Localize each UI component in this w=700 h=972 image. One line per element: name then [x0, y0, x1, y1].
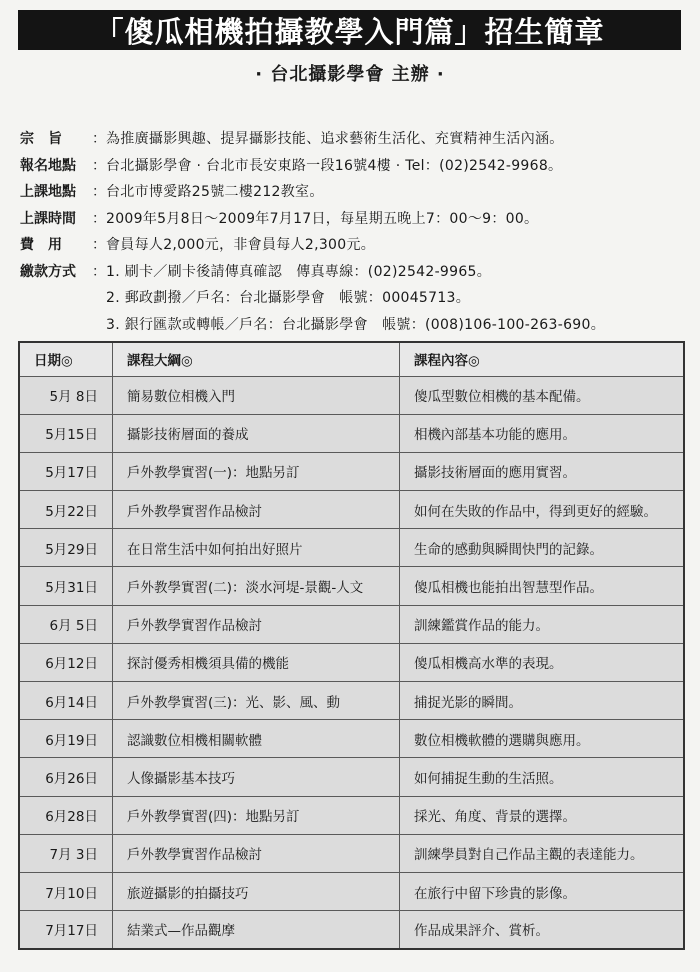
row-date: 5月 8日	[19, 376, 113, 414]
colon: ：	[92, 184, 106, 201]
info-row-fee	[20, 231, 690, 258]
info-row-payment-2	[20, 284, 690, 311]
row-content: 相機內部基本功能的應用。	[400, 414, 685, 452]
signup-label: 報名地點	[20, 157, 76, 174]
payment-label: 繳款方式	[20, 263, 76, 280]
row-content: 如何捕捉生動的生活照。	[400, 758, 685, 796]
organizer-line: · 台北攝影學會 主辦 ·	[255, 64, 445, 85]
row-content: 傻瓜型數位相機的基本配備。	[400, 376, 685, 414]
row-date: 5月17日	[19, 452, 113, 490]
row-content: 採光、角度、背景的選擇。	[400, 796, 685, 834]
row-date: 6月26日	[19, 758, 113, 796]
info-row-time	[20, 205, 690, 232]
table-header-row	[19, 342, 684, 376]
payment-method-2: 2. 郵政劃撥／戶名：台北攝影學會 帳號：00045713。	[106, 290, 471, 307]
purpose-value: 為推廣攝影興趣、提昇攝影技能、追求藝術生活化、充實精神生活內涵。	[106, 131, 564, 148]
row-outline: 戶外教學實習(三)：光、影、風、動	[113, 682, 400, 720]
table-row	[19, 758, 684, 796]
row-outline: 攝影技術層面的養成	[113, 414, 400, 452]
row-date: 5月29日	[19, 529, 113, 567]
row-date: 7月 3日	[19, 834, 113, 872]
info-section	[20, 125, 690, 337]
row-outline: 戶外教學實習作品檢討	[113, 834, 400, 872]
table-row	[19, 643, 684, 681]
signup-value: 台北攝影學會 · 台北市長安東路一段16號4樓 · Tel：(02)2542-9968。	[106, 157, 563, 174]
table-row	[19, 796, 684, 834]
info-row-payment	[20, 258, 690, 285]
fee-value: 會員每人2,000元，非會員每人2,300元。	[106, 237, 376, 254]
row-date: 7月17日	[19, 911, 113, 949]
header-date: 日期◎	[19, 342, 113, 376]
row-outline: 人像攝影基本技巧	[113, 758, 400, 796]
row-content: 生命的感動與瞬間快門的記錄。	[400, 529, 685, 567]
row-date: 5月22日	[19, 491, 113, 529]
row-date: 7月10日	[19, 872, 113, 910]
row-content: 傻瓜相機高水準的表現。	[400, 643, 685, 681]
row-outline: 戶外教學實習(二)：淡水河堤-景觀-人文	[113, 567, 400, 605]
page-title	[18, 10, 681, 50]
info-row-venue	[20, 178, 690, 205]
table-row	[19, 452, 684, 490]
time-value: 2009年5月8日～2009年7月17日，每星期五晚上7：00～9：00。	[106, 210, 539, 227]
payment-method-3: 3. 銀行匯款或轉帳／戶名：台北攝影學會 帳號：(008)106-100-263-690。	[106, 316, 605, 333]
row-date: 6月 5日	[19, 605, 113, 643]
row-outline: 戶外教學實習(一)：地點另訂	[113, 452, 400, 490]
table-row	[19, 720, 684, 758]
row-date: 5月31日	[19, 567, 113, 605]
info-row-signup	[20, 152, 690, 179]
row-content: 訓練學員對自己作品主觀的表達能力。	[400, 834, 685, 872]
payment-method-1: 1. 刷卡／刷卡後請傳真確認 傳真專線：(02)2542-9965。	[106, 263, 492, 280]
row-outline: 在日常生活中如何拍出好照片	[113, 529, 400, 567]
row-outline: 認識數位相機相關軟體	[113, 720, 400, 758]
table-row	[19, 376, 684, 414]
row-outline: 探討優秀相機須具備的機能	[113, 643, 400, 681]
table-row	[19, 605, 684, 643]
row-content: 作品成果評介、賞析。	[400, 911, 685, 949]
colon: ：	[92, 237, 106, 254]
row-content: 傻瓜相機也能拍出智慧型作品。	[400, 567, 685, 605]
colon: ：	[92, 131, 106, 148]
venue-label: 上課地點	[20, 184, 76, 201]
row-content: 捕捉光影的瞬間。	[400, 682, 685, 720]
row-content: 訓練鑑賞作品的能力。	[400, 605, 685, 643]
row-outline: 戶外教學實習作品檢討	[113, 605, 400, 643]
purpose-label: 宗 旨	[20, 131, 62, 148]
page-title-text: 「傻瓜相機拍攝教學入門篇」招生簡章	[94, 14, 605, 49]
table-row	[19, 414, 684, 452]
row-date: 6月28日	[19, 796, 113, 834]
row-outline: 戶外教學實習(四)：地點另訂	[113, 796, 400, 834]
table-row	[19, 872, 684, 910]
table-row	[19, 834, 684, 872]
header-outline: 課程大綱◎	[113, 342, 400, 376]
row-outline: 旅遊攝影的拍攝技巧	[113, 872, 400, 910]
table-row	[19, 491, 684, 529]
colon: ：	[92, 210, 106, 227]
row-date: 5月15日	[19, 414, 113, 452]
table-row	[19, 529, 684, 567]
table-row	[19, 567, 684, 605]
header-content: 課程內容◎	[400, 342, 685, 376]
row-date: 6月14日	[19, 682, 113, 720]
row-content: 攝影技術層面的應用實習。	[400, 452, 685, 490]
row-content: 在旅行中留下珍貴的影像。	[400, 872, 685, 910]
time-label: 上課時間	[20, 210, 76, 227]
colon: ：	[92, 157, 106, 174]
row-date: 6月12日	[19, 643, 113, 681]
row-content: 數位相機軟體的選購與應用。	[400, 720, 685, 758]
table-row	[19, 682, 684, 720]
row-date: 6月19日	[19, 720, 113, 758]
info-row-payment-3	[20, 311, 690, 338]
venue-value: 台北市博愛路25號二樓212教室。	[106, 184, 324, 201]
table-row	[19, 911, 684, 949]
colon: ：	[92, 263, 106, 280]
row-outline: 戶外教學實習作品檢討	[113, 491, 400, 529]
row-content: 如何在失敗的作品中，得到更好的經驗。	[400, 491, 685, 529]
schedule-table	[18, 341, 685, 950]
row-outline: 簡易數位相機入門	[113, 376, 400, 414]
info-row-purpose	[20, 125, 690, 152]
row-outline: 結業式—作品觀摩	[113, 911, 400, 949]
fee-label: 費 用	[20, 237, 62, 254]
